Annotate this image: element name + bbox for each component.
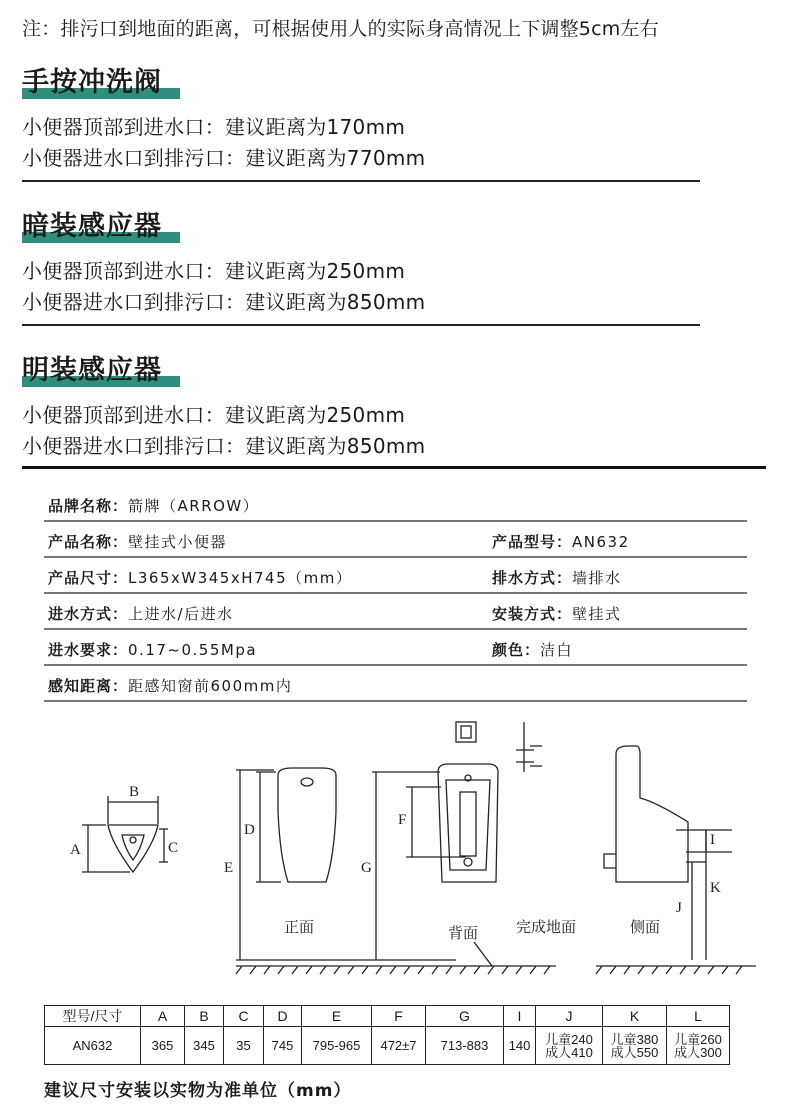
section-2-line-1: 小便器顶部到进水口：建议距离为250mm xyxy=(22,259,406,283)
dim-label-f: F xyxy=(398,812,407,828)
dim-label-j: J xyxy=(676,900,682,916)
dim-label-i: I xyxy=(710,832,715,848)
dim-label-c: C xyxy=(168,840,179,856)
back-view-channel xyxy=(460,792,476,856)
top-view-drain xyxy=(130,837,136,843)
dim-label-a: A xyxy=(70,842,81,858)
install-note: 注：排污口到地面的距离，可根据使用人的实际身高情况上下调整5cm左右 xyxy=(22,18,659,40)
front-view-body xyxy=(278,768,336,882)
label-floor: 完成地面 xyxy=(516,918,577,936)
section-title-exposed-sensor: 明装感应器 xyxy=(22,348,162,387)
label-back: 背面 xyxy=(448,924,479,942)
floor-leader xyxy=(474,942,492,966)
back-view-body xyxy=(438,764,498,882)
table-header-row: 型号/尺寸 A B C D E F G I J K L xyxy=(45,1006,730,1027)
technical-drawing xyxy=(56,712,766,984)
side-view-pipe xyxy=(604,854,616,868)
spec-row-name: 产品名称：壁挂式小便器 产品型号：AN632 xyxy=(44,522,747,558)
dimension-table xyxy=(44,1005,730,1065)
floor-line xyxy=(236,942,756,974)
divider xyxy=(22,324,700,326)
divider xyxy=(22,180,700,182)
top-view-inner xyxy=(122,835,144,860)
spec-row-brand: 品牌名称：箭牌（ARROW） xyxy=(44,486,747,522)
spec-row-size: 产品尺寸：L365xW345xH745（mm） 排水方式：墙排水 xyxy=(44,558,747,594)
dim-label-d: D xyxy=(244,822,255,838)
section-1-line-1: 小便器顶部到进水口：建议距离为170mm xyxy=(22,115,406,139)
front-view xyxy=(236,768,456,960)
thick-divider xyxy=(22,466,766,469)
inlet-box xyxy=(456,722,476,742)
spec-row-sensor: 感知距离：距感知窗前600mm内 xyxy=(44,666,747,702)
section-1-line-2: 小便器进水口到排污口：建议距离为770mm xyxy=(22,146,426,170)
top-view xyxy=(82,796,168,872)
section-title-manual-valve: 手按冲洗阀 xyxy=(22,60,162,99)
dim-label-g: G xyxy=(361,860,372,876)
footer-note: 建议尺寸安装以实物为准单位（mm） xyxy=(44,1081,352,1101)
floor-hatch xyxy=(236,966,742,974)
front-view-flush-hole xyxy=(301,778,313,786)
label-side: 侧面 xyxy=(630,918,661,936)
back-view-outlet xyxy=(464,858,472,866)
inlet-box-inner xyxy=(461,726,471,738)
dim-label-b: B xyxy=(129,784,140,800)
spec-row-inlet: 进水方式：上进水/后进水 安装方式：壁挂式 xyxy=(44,594,747,630)
spec-row-pressure: 进水要求：0.17~0.55Mpa 颜色：洁白 xyxy=(44,630,747,666)
section-2-line-2: 小便器进水口到排污口：建议距离为850mm xyxy=(22,290,426,314)
dim-label-e: E xyxy=(224,860,234,876)
top-view-bowl xyxy=(108,825,158,872)
side-view xyxy=(604,746,732,960)
table-row: AN632 365 345 35 745 795-965 472±7 713-883 140 儿童240 成人410 儿童380 成人550 儿童260 成人300 xyxy=(45,1027,730,1065)
section-3-line-1: 小便器顶部到进水口：建议距离为250mm xyxy=(22,403,406,427)
section-3-line-2: 小便器进水口到排污口：建议距离为850mm xyxy=(22,434,426,458)
section-title-concealed-sensor: 暗装感应器 xyxy=(22,204,162,243)
side-view-body xyxy=(616,746,688,882)
label-front: 正面 xyxy=(284,918,315,936)
dim-label-k: K xyxy=(710,880,721,896)
